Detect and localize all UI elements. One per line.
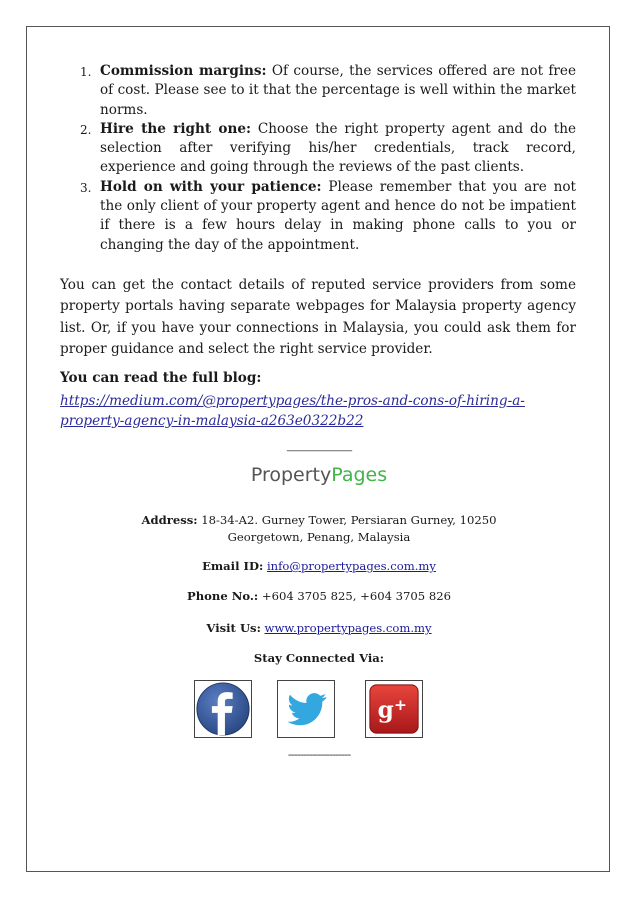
address (0, 512, 638, 546)
list-number: 3. (80, 180, 92, 195)
list-item (60, 178, 576, 255)
list-number: 1. (80, 65, 92, 79)
list-item-title: Hold on with your patience: (100, 178, 322, 195)
twitter-icon[interactable] (277, 680, 335, 738)
blog-label: You can read the full blog: (60, 370, 262, 386)
google-plus-icon[interactable] (365, 680, 423, 738)
list-item-text: Please remember that you are not the only client of your property agent and hence do not be impatient if there is a few hours delay in making phone calls to you or changing the day of the appointment. (100, 178, 576, 253)
visit-label: Visit Us: (206, 621, 261, 635)
phone-label: Phone No.: (187, 589, 259, 603)
website-link[interactable]: www.propertypages.com.my (264, 621, 432, 635)
list-item-title: Commission margins: (100, 63, 267, 79)
facebook-icon[interactable] (194, 680, 252, 738)
address-line2: Georgetown, Penang, Malaysia (227, 530, 411, 544)
phone-numbers: +604 3705 825, +604 3705 826 (258, 589, 451, 603)
divider-top: ----------------------------- (286, 446, 352, 456)
address-line1: 18-34-A2. Gurney Tower, Persiaran Gurney, 10250 (197, 513, 497, 527)
email-label: Email ID: (202, 559, 264, 573)
visit (0, 620, 638, 637)
email-link[interactable]: info@propertypages.com.my (266, 559, 436, 573)
phone (0, 588, 638, 605)
brand-part-property: Property (250, 464, 332, 486)
svg-text:g: g (377, 696, 394, 724)
list-item-title: Hire the right one: (100, 120, 252, 137)
brand-logo (0, 464, 638, 486)
address-label: Address: (141, 513, 198, 527)
body-paragraph: You can get the contact details of reputed service providers from some property portals having separate webpages for Malaysia property agency list. Or, if you have your connections in Malaysia, you could ask them for proper guidance and select the right service provider. (60, 277, 576, 357)
list-item (60, 120, 576, 178)
stay-connected-label: Stay Connected Via: (253, 651, 385, 665)
blog-link[interactable]: https://medium.com/@propertypages/the-pros-and-cons-of-hiring-a-property-agency-in-malaysia-a263e0322b22 (60, 393, 525, 429)
tips-list (60, 62, 576, 255)
divider-bottom: --------------------- (287, 748, 351, 761)
list-item-text: Of course, the services offered are not free of cost. Please see to it that the percentage is well within the market norms. (100, 63, 576, 118)
stay-connected (0, 650, 638, 667)
list-number: 2. (80, 122, 92, 137)
svg-text:+: + (394, 695, 407, 714)
list-item (60, 62, 576, 120)
email (0, 558, 638, 575)
list-item-text: Choose the right property agent and do the selection after verifying his/her credentials, track record, experience and going through the reviews of the past clients. (100, 120, 576, 176)
brand-part-pages: Pages (331, 464, 388, 486)
